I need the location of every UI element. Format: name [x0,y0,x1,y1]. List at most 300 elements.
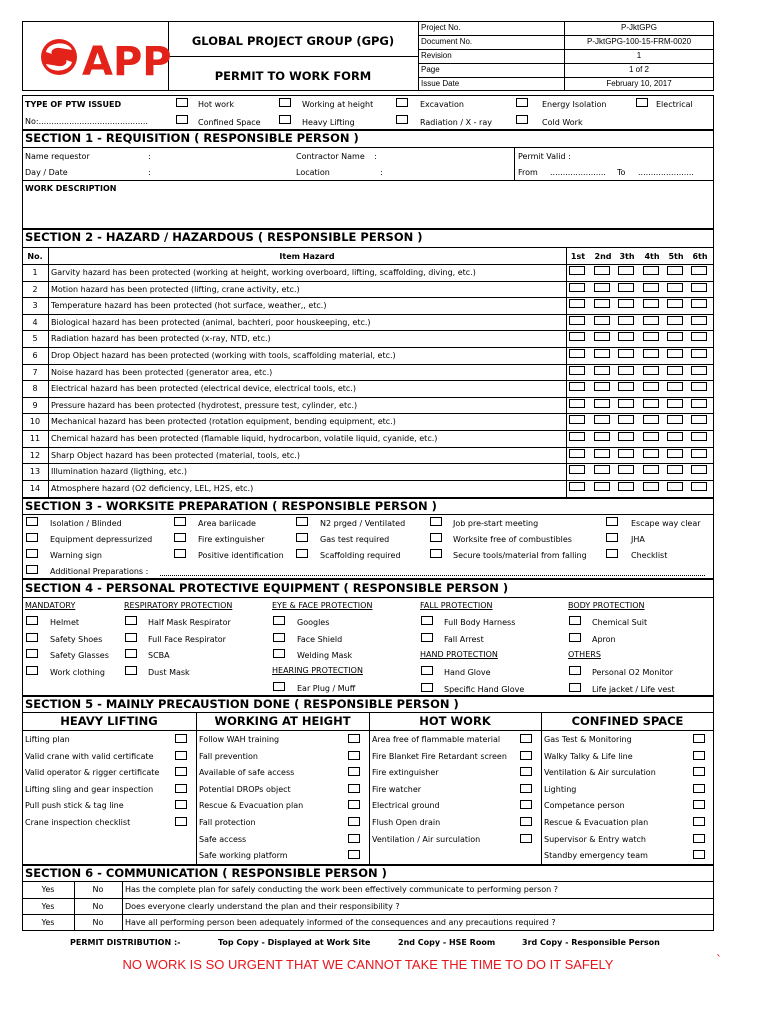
precaution-item-label: Standby emergency team [544,851,648,861]
hazard-check-box[interactable] [594,283,610,292]
no-option[interactable]: No [92,901,104,911]
hazard-check-box[interactable] [569,349,585,358]
work-description-field[interactable] [23,196,713,228]
name-requestor-label: Name requestor [25,152,90,161]
worksite-checkbox[interactable] [26,517,38,526]
hazard-check-box[interactable] [667,332,683,341]
safety-slogan: NO WORK IS SO URGENT THAT WE CANNOT TAKE THE TIME TO DO IT SAFELY [122,957,614,972]
additional-preparations-checkbox[interactable] [26,565,38,574]
precaution-item-label: Walky Talky & Life line [544,751,633,761]
precaution-checkbox[interactable] [348,817,360,826]
ptw-type-label: Radiation / X - ray [420,118,492,127]
hazard-check-box[interactable] [618,432,634,441]
permit-distribution-label: PERMIT DISTRIBUTION :- [70,938,181,947]
precaution-item-label: Lifting sling and gear inspection [25,784,154,794]
hazard-check-box[interactable] [691,432,707,441]
worksite-checkbox[interactable] [430,549,442,558]
ppe-item-label: Fall Arrest [444,634,484,644]
hazard-check-box[interactable] [594,299,610,308]
hazard-check-box[interactable] [691,332,707,341]
hazard-description: Drop Object hazard has been protected (working with tools, scaffolding material, etc.) [51,351,396,360]
precaution-checkbox[interactable] [520,817,532,826]
precaution-item-label: Ventilation & Air surculation [544,768,656,778]
section4-title: SECTION 4 - PERSONAL PROTECTIVE EQUIPMENT ( RESPONSIBLE PERSON ) [25,581,509,595]
permit-from-field[interactable]: ...................... [550,168,606,177]
precaution-checkbox[interactable] [348,784,360,793]
permit-valid-label: Permit Valid : [518,152,571,161]
worksite-item-label: Equipment depressurized [50,535,153,544]
day-date-label: Day / Date [25,168,68,177]
ppe-checkbox[interactable] [273,616,285,625]
precaution-checkbox[interactable] [693,751,705,760]
section2-title: SECTION 2 - HAZARD / HAZARDOUS ( RESPONSIBLE PERSON ) [25,230,423,244]
hazard-check-box[interactable] [643,382,659,391]
stray-mark: ` [716,953,722,967]
hazard-check-box[interactable] [618,299,634,308]
ppe-group-heading: HAND PROTECTION [420,650,498,659]
worksite-item-label: Worksite free of combustibles [453,535,572,544]
hazard-check-box[interactable] [643,465,659,474]
ppe-checkbox[interactable] [26,616,38,625]
precaution-checkbox[interactable] [175,784,187,793]
ptw-type-label: Energy Isolation [542,100,607,109]
hazard-check-box[interactable] [594,432,610,441]
precaution-checkbox[interactable] [693,767,705,776]
ppe-checkbox[interactable] [421,666,433,675]
worksite-checkbox[interactable] [606,533,618,542]
precaution-item-label: Fire watcher [372,784,422,794]
hazard-check-box[interactable] [569,332,585,341]
communication-question: Does everyone clearly understand the plan and their responsibility ? [125,901,400,911]
hazard-check-box[interactable] [667,283,683,292]
no-option[interactable]: No [92,885,104,894]
hazard-check-box[interactable] [691,415,707,424]
ppe-group-heading: EYE & FACE PROTECTION [272,601,373,610]
precaution-item-label: Flush Open drain [372,818,441,827]
precaution-item-label: Fire extinguisher [372,768,439,778]
hazard-number: 8 [32,384,38,394]
hazard-check-box[interactable] [594,415,610,424]
ppe-checkbox[interactable] [125,633,137,642]
hazard-number: 7 [32,367,38,377]
hazard-check-box[interactable] [569,382,585,391]
precaution-item-label: Fire Blanket Fire Retardant screen [372,751,507,761]
hazard-check-box[interactable] [618,283,634,292]
precaution-item-label: Crane inspection checklist [25,818,131,827]
hazard-check-box[interactable] [569,399,585,408]
hazard-number: 4 [32,317,38,327]
ptw-type-checkbox[interactable] [516,115,528,124]
hazard-check-box[interactable] [667,299,683,308]
additional-preparations-field[interactable] [160,575,705,576]
ptw-type-label: Working at height [302,100,374,109]
meta-value-2: 1 [636,51,642,60]
ppe-group-heading: HEARING PROTECTION [272,666,363,675]
precaution-checkbox[interactable] [175,751,187,760]
precaution-checkbox[interactable] [348,734,360,743]
ppe-item-label: Apron [592,634,616,644]
precaution-column-heading: CONFINED SPACE [571,714,684,728]
hazard-number: 14 [29,483,41,493]
hazard-check-box[interactable] [594,349,610,358]
worksite-item-label: N2 prged / Ventilated [320,519,406,528]
precaution-item-label: Safe working platform [199,851,288,861]
hazard-check-box[interactable] [691,316,707,325]
check-column-head: 5th [668,252,684,261]
ppe-checkbox[interactable] [273,682,285,691]
meta-value-1: P-JktGPG-100-15-FRM-0020 [586,37,692,46]
hazard-description: Motion hazard has been protected (lifting, crane activity, etc.) [51,284,300,294]
hazard-check-box[interactable] [691,283,707,292]
hazard-check-box[interactable] [667,415,683,424]
worksite-checkbox[interactable] [26,549,38,558]
precaution-checkbox[interactable] [693,850,705,859]
precaution-checkbox[interactable] [348,850,360,859]
precaution-item-label: Lighting [544,784,577,794]
precaution-item-label: Valid operator & rigger certificate [25,768,160,778]
hazard-check-box[interactable] [569,432,585,441]
precaution-item-label: Fall prevention [199,751,258,761]
hazard-check-box[interactable] [691,399,707,408]
hazard-check-box[interactable] [594,382,610,391]
ppe-checkbox[interactable] [125,616,137,625]
hazard-check-box[interactable] [594,332,610,341]
hazard-check-box[interactable] [667,482,683,491]
hazard-check-box[interactable] [618,415,634,424]
ptw-type-checkbox[interactable] [636,98,648,107]
ptw-type-label: Hot work [198,100,234,109]
ppe-checkbox[interactable] [125,649,137,658]
ppe-item-label: Hand Glove [444,668,491,677]
hazard-check-box[interactable] [643,283,659,292]
hazard-check-box[interactable] [569,366,585,375]
hazard-check-box[interactable] [691,482,707,491]
hazard-check-box[interactable] [569,299,585,308]
hazard-check-box[interactable] [667,382,683,391]
ppe-checkbox[interactable] [26,649,38,658]
hazard-check-box[interactable] [618,382,634,391]
precaution-checkbox[interactable] [348,834,360,843]
worksite-checkbox[interactable] [296,517,308,526]
ppe-item-label: Half Mask Respirator [148,618,231,627]
ptw-type-checkbox[interactable] [396,98,408,107]
hazard-check-box[interactable] [569,415,585,424]
communication-question: Has the complete plan for safely conducting the work been effectively communicate to performing person ? [125,885,559,894]
hazard-check-box[interactable] [691,449,707,458]
hazard-number: 1 [32,268,38,277]
section3-title: SECTION 3 - WORKSITE PREPARATION ( RESPONSIBLE PERSON ) [25,499,437,513]
hazard-check-box[interactable] [618,316,634,325]
precaution-item-label: Valid crane with valid certificate [25,751,154,761]
ptw-type-label: Cold Work [542,118,583,127]
worksite-item-label: Checklist [631,551,668,560]
hazard-description: Mechanical hazard has been protected (rotation equipment, bending equipment, etc.) [51,417,396,427]
hazard-description: Chemical hazard has been protected (flamable liquid, hydrocarbon, volatile liquid, cyanide, etc.) [51,434,438,443]
ppe-checkbox[interactable] [569,666,581,675]
precaution-item-label: Fall protection [199,818,256,827]
hazard-check-box[interactable] [618,332,634,341]
hazard-description: Noise hazard has been protected (generator area, etc.) [51,367,273,377]
hazard-check-box[interactable] [643,349,659,358]
hazard-check-box[interactable] [667,432,683,441]
hazard-check-box[interactable] [643,299,659,308]
ppe-item-label: Face Shield [297,634,343,644]
ppe-checkbox[interactable] [273,633,285,642]
precaution-item-label: Supervisor & Entry watch [544,834,646,844]
hazard-check-box[interactable] [643,266,659,275]
check-column-head: 4th [644,252,660,261]
precaution-item-label: Available of safe access [199,768,295,778]
hazard-check-box[interactable] [643,399,659,408]
worksite-item-label: Job pre-start meeting [453,519,539,528]
worksite-item-label: Positive identification [198,551,284,560]
ppe-item-label: Dust Mask [148,667,190,677]
worksite-item-label: Warning sign [50,551,102,560]
precaution-checkbox[interactable] [175,767,187,776]
precaution-item-label: Area free of flammable material [372,735,501,744]
hazard-check-box[interactable] [618,465,634,474]
worksite-checkbox[interactable] [430,533,442,542]
precaution-checkbox[interactable] [520,767,532,776]
ppe-group-heading: RESPIRATORY PROTECTION [124,601,233,610]
worksite-checkbox[interactable] [174,533,186,542]
ppe-item-label: Welding Mask [297,651,353,660]
hazard-check-box[interactable] [667,399,683,408]
hazard-check-box[interactable] [643,432,659,441]
ppe-item-label: Chemical Suit [592,618,648,627]
hazard-check-box[interactable] [569,283,585,292]
precaution-checkbox[interactable] [520,800,532,809]
hazard-check-box[interactable] [643,449,659,458]
precaution-checkbox[interactable] [520,834,532,843]
distribution-copy-1: Top Copy - Displayed at Work Site [218,938,371,947]
hazard-check-box[interactable] [667,266,683,275]
precaution-checkbox[interactable] [520,751,532,760]
yes-option[interactable]: Yes [41,885,55,894]
worksite-item-label: Area bariicade [198,519,256,528]
ppe-checkbox[interactable] [569,683,581,692]
hazard-check-box[interactable] [569,266,585,275]
hazard-check-box[interactable] [643,332,659,341]
hazard-number: 10 [29,417,41,427]
hazard-number: 2 [32,284,38,294]
hazard-check-box[interactable] [667,465,683,474]
ppe-checkbox[interactable] [421,633,433,642]
ppe-checkbox[interactable] [125,666,137,675]
hazard-check-box[interactable] [569,465,585,474]
ppe-group-heading: BODY PROTECTION [568,601,645,610]
check-column-head: 2nd [594,252,612,261]
meta-label-4: Issue Date [421,79,460,88]
worksite-checkbox[interactable] [174,549,186,558]
worksite-item-label: Secure tools/material from falling [453,551,587,560]
worksite-checkbox[interactable] [296,533,308,542]
distribution-copy-3: 3rd Copy - Responsible Person [522,938,660,947]
ptw-number-field[interactable]: No:........................................... [25,117,148,126]
hazard-description: Radiation hazard has been protected (x-ray, NTD, etc.) [51,334,271,344]
precaution-checkbox[interactable] [175,817,187,826]
precaution-item-label: Rescue & Evacuation plan [199,801,304,811]
hazard-check-box[interactable] [667,449,683,458]
worksite-item-label: Isolation / Blinded [50,519,122,528]
additional-preparations-label: Additional Preparations : [50,567,149,576]
hazard-check-box[interactable] [594,399,610,408]
hazard-check-box[interactable] [691,465,707,474]
hazard-check-box[interactable] [643,366,659,375]
hazard-check-box[interactable] [618,349,634,358]
meta-label-2: Revision [421,51,452,60]
hazard-number: 13 [29,467,41,477]
hazard-check-box[interactable] [643,316,659,325]
ppe-checkbox[interactable] [569,633,581,642]
ptw-type-checkbox[interactable] [279,115,291,124]
form-title: PERMIT TO WORK FORM [214,69,372,83]
ppe-item-label: Work clothing [50,667,105,677]
hazard-check-box[interactable] [569,316,585,325]
precaution-checkbox[interactable] [693,834,705,843]
hazard-check-box[interactable] [691,266,707,275]
hazard-check-box[interactable] [618,399,634,408]
hazard-description: Temperature hazard has been protected (hot surface, weather,, etc.) [51,301,327,311]
yes-option[interactable]: Yes [41,918,55,928]
hazard-check-box[interactable] [569,449,585,458]
precaution-column-heading: WORKING AT HEIGHT [214,714,351,728]
hazard-check-box[interactable] [643,482,659,491]
check-column-head: 6th [692,252,708,261]
ptw-type-checkbox[interactable] [396,115,408,124]
hazard-check-box[interactable] [594,482,610,491]
worksite-checkbox[interactable] [606,517,618,526]
hazard-check-box[interactable] [594,465,610,474]
hazard-check-box[interactable] [618,366,634,375]
ptw-type-checkbox[interactable] [516,98,528,107]
meta-value-0: P-JktGPG [620,23,657,32]
precaution-item-label: Follow WAH training [199,735,280,744]
precaution-checkbox[interactable] [348,767,360,776]
hazard-check-box[interactable] [618,482,634,491]
precaution-checkbox[interactable] [348,751,360,760]
ptw-type-checkbox[interactable] [279,98,291,107]
hazard-check-box[interactable] [618,449,634,458]
ptw-type-label: Excavation [420,100,464,109]
precaution-checkbox[interactable] [693,734,705,743]
ppe-item-label: Helmet [50,618,80,627]
hazard-description: Electrical hazard has been protected (electrical device, electrical tools, etc.) [51,384,356,394]
hazard-check-box[interactable] [643,415,659,424]
precaution-checkbox[interactable] [693,817,705,826]
company-logo [38,34,172,85]
worksite-checkbox[interactable] [26,533,38,542]
check-column-head: 1st [570,252,586,261]
hazard-check-box[interactable] [594,366,610,375]
meta-label-1: Document No. [421,37,473,46]
ppe-group-heading: FALL PROTECTION [420,601,493,610]
hazard-check-box[interactable] [691,349,707,358]
hazard-check-box[interactable] [569,482,585,491]
hazard-check-box[interactable] [594,316,610,325]
ppe-item-label: Safety Glasses [50,651,109,660]
ptw-type-label: Heavy Lifting [302,118,355,127]
logo-text: APP [82,39,172,85]
precaution-checkbox[interactable] [348,800,360,809]
hazard-check-box[interactable] [691,382,707,391]
ppe-item-label: Safety Shoes [50,634,103,644]
ppe-checkbox[interactable] [421,616,433,625]
permit-to-field[interactable]: ...................... [638,168,694,177]
precaution-item-label: Lifting plan [25,735,70,744]
worksite-checkbox[interactable] [296,549,308,558]
ptw-type-label: Confined Space [198,118,261,127]
meta-value-3: 1 of 2 [628,65,649,74]
precaution-column-heading: HOT WORK [419,714,491,728]
hazard-number: 9 [32,400,38,410]
hazard-check-box[interactable] [618,266,634,275]
ppe-checkbox[interactable] [273,649,285,658]
precaution-item-label: Pull push stick & tag line [25,801,124,811]
ppe-item-label: Ear Plug / Muff [297,684,356,693]
meta-label-3: Page [421,65,440,74]
hazard-check-box[interactable] [667,316,683,325]
ptw-type-checkbox[interactable] [176,115,188,124]
ppe-checkbox[interactable] [26,666,38,675]
hazard-check-box[interactable] [667,349,683,358]
ppe-checkbox[interactable] [421,683,433,692]
worksite-checkbox[interactable] [606,549,618,558]
precaution-checkbox[interactable] [693,784,705,793]
precaution-item-label: Electrical ground [372,801,440,811]
precaution-checkbox[interactable] [175,734,187,743]
hazard-description: Garvity hazard has been protected (working at height, working overboard, lifting, scaffolding, diving, etc.) [51,268,476,277]
ppe-checkbox[interactable] [26,633,38,642]
ppe-item-label: Life jacket / Life vest [592,684,675,694]
communication-question: Have all performing person been adequately informed of the consequences and any precautions required ? [125,918,556,928]
worksite-checkbox[interactable] [174,517,186,526]
hazard-number: 3 [32,301,38,311]
worksite-checkbox[interactable] [430,517,442,526]
precaution-checkbox[interactable] [520,734,532,743]
hazard-number: 6 [32,351,38,360]
ppe-item-label: Full Face Respirator [148,634,226,644]
ppe-group-heading: OTHERS [568,650,601,659]
hazard-description: Biological hazard has been protected (animal, bachteri, poor houskeeping, etc.) [51,317,371,327]
hazard-check-box[interactable] [691,366,707,375]
precaution-checkbox[interactable] [175,800,187,809]
worksite-item-label: JHA [631,535,645,544]
hazard-check-box[interactable] [691,299,707,308]
precaution-item-label: Competance person [544,801,625,811]
check-column-head: 3th [619,252,635,261]
ppe-checkbox[interactable] [569,616,581,625]
yes-option[interactable]: Yes [41,901,55,911]
ptw-type-label: Electrical [656,100,693,109]
hazard-check-box[interactable] [594,449,610,458]
ppe-item-label: Personal O2 Monitor [592,668,673,677]
precaution-item-label: Potential DROPs object [199,784,291,794]
hazard-check-box[interactable] [594,266,610,275]
ptw-type-checkbox[interactable] [176,98,188,107]
hazard-number: 12 [29,450,41,460]
hazard-description: Pressure hazard has been protected (hydrotest, pressure test, cylinder, etc.) [51,400,358,410]
ppe-item-label: SCBA [148,651,170,660]
no-option[interactable]: No [92,918,104,928]
hazard-check-box[interactable] [667,366,683,375]
precaution-item-label: Ventilation / Air surculation [372,834,481,844]
precaution-checkbox[interactable] [693,800,705,809]
precaution-item-label: Rescue & Evacuation plan [544,818,649,827]
ppe-item-label: Full Body Harness [444,618,516,627]
worksite-item-label: Fire extinguisher [198,535,265,544]
precaution-checkbox[interactable] [520,784,532,793]
